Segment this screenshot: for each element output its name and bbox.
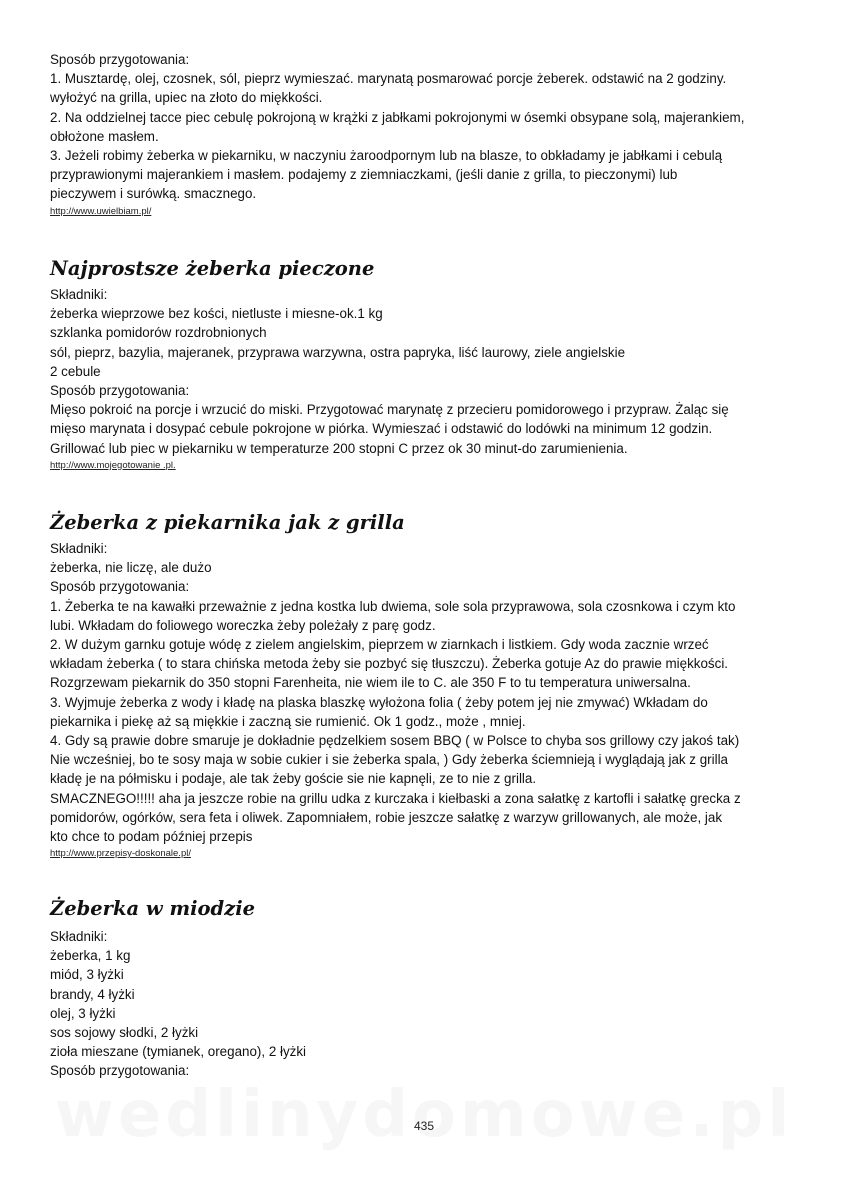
text-line: pieczywem i surówką. smacznego. xyxy=(50,186,257,202)
page-number: 435 xyxy=(413,1119,435,1133)
text-line: zioła mieszane (tymianek, oregano), 2 łyżki xyxy=(50,1044,307,1060)
watermark xyxy=(0,1078,848,1152)
source-link[interactable]: http://www.mojegotowanie .pl. xyxy=(50,459,176,471)
text-line: Sposób przygotowania: xyxy=(50,52,190,67)
text-line: 1. Musztardę, olej, czosnek, sól, pieprz wymieszać. marynatą posmarować porcje żeberek. odstawić na 2 godziny. xyxy=(50,71,727,87)
text-line: sos sojowy słodki, 2 łyżki xyxy=(50,1025,199,1041)
text-line: SMACZNEGO!!!!! aha ja jeszcze robie na grillu udka z kurczaka i kiełbaski a zona sałatkę z kartofli i sałatkę grecka z xyxy=(50,790,741,806)
text-line: Rozgrzewam piekarnik do 350 stopni Farenheita, nie wiem ile to C. ale 350 F to tu temperatura uniwersalna. xyxy=(50,675,691,691)
recipe-title: Najprostsze żeberka pieczone xyxy=(50,257,375,280)
text-line: Grillować lub piec w piekarniku w temperaturze 200 stopni C przez ok 30 minut-do zarumienienia. xyxy=(50,440,628,456)
section-2-body xyxy=(50,285,729,472)
text-line: mięso marynata i dosypać cebule pokrojone w piórka. Wymieszać i odstawić do lodówki na minimum 12 godzin. xyxy=(50,421,713,437)
section-1-body xyxy=(50,50,744,218)
text-line: Sposób przygotowania: xyxy=(50,383,190,399)
source-link[interactable]: http://www.przepisy-doskonale.pl/ xyxy=(50,848,191,860)
section-3-body xyxy=(50,539,741,860)
text-line: 3. Wyjmuje żeberka z wody i kładę na plaska blaszkę wyłożona folia ( żeby potem jej nie zmywać) Wkładam do xyxy=(50,694,708,710)
text-line: Składniki: xyxy=(50,541,108,556)
text-line: brandy, 4 łyżki xyxy=(50,986,135,1002)
text-line: 2. Na oddzielnej tacce piec cebulę pokrojoną w krążki z jabłkami pokrojonymi w ósemki obsypane solą, majerankiem, xyxy=(50,109,745,125)
text-line: Składniki: xyxy=(50,287,108,302)
text-line: żeberka wieprzowe bez kości, nietluste i miesne-ok.1 kg xyxy=(50,306,383,322)
text-line: olej, 3 łyżki xyxy=(50,1005,116,1021)
text-line: żeberka, 1 kg xyxy=(50,948,131,964)
recipe-title: Żeberka w miodzie xyxy=(50,897,256,920)
recipe-title: Żeberka z piekarnika jak z grilla xyxy=(50,511,405,534)
text-line: szklanka pomidorów rozdrobnionych xyxy=(50,325,267,341)
text-line: piekarnika i piekę aż są miękkie i zaczną sie rumienić. Ok 1 godz., może , mniej. xyxy=(50,713,526,729)
text-line: wkładam żeberka ( to stara chińska metoda żeby sie pozbyć się tłuszczu). Żeberka gotuje Az do prawie miękkości. xyxy=(50,656,729,672)
text-line: obłożone masłem. xyxy=(50,128,159,144)
text-line: przyprawionymi majerankiem i masłem. podajemy z ziemniaczkami, (jeśli danie z grilla, to pieczonymi) lub xyxy=(50,167,678,183)
text-line: Składniki: xyxy=(50,929,108,944)
text-line: 2 cebule xyxy=(50,363,101,379)
text-line: wyłożyć na grilla, upiec na złoto do miękkości. xyxy=(50,90,323,106)
text-line: Sposób przygotowania: xyxy=(50,1063,190,1079)
text-line: Mięso pokroić na porcje i wrzucić do miski. Przygotować marynatę z przecieru pomidorowego i przypraw. Żaląc się xyxy=(50,402,729,418)
text-line: 4. Gdy są prawie dobre smaruje je dokładnie pędzelkiem sosem BBQ ( w Polsce to chyba sos grillowy czy jakoś tak) xyxy=(50,733,740,749)
text-line: kładę je na półmisku i podaje, ale tak żeby goście sie nie kapnęli, ze to nie z grilla. xyxy=(50,771,537,787)
text-line: miód, 3 łyżki xyxy=(50,967,124,983)
text-line: sól, pieprz, bazylia, majeranek, przyprawa warzywna, ostra papryka, liść laurowy, ziele angielskie xyxy=(50,344,626,360)
section-4-body xyxy=(50,927,306,1081)
text-line: pomidorów, ogórków, sera feta i oliwek. Zapomniałem, robie jeszcze sałatkę z warzyw grillowanych, ale może, jak xyxy=(50,809,723,825)
source-link[interactable]: http://www.uwielbiam.pl/ xyxy=(50,205,152,217)
text-line: 3. Jeżeli robimy żeberka w piekarniku, w naczyniu żaroodpornym lub na blasze, to obkładamy je jabłkami i cebulą xyxy=(50,148,723,164)
text-line: żeberka, nie liczę, ale dużo xyxy=(50,560,212,576)
text-line: 2. W dużym garnku gotuje wódę z zielem angielskim, pieprzem w ziarnkach i listkiem. Gdy woda zacznie wrzeć xyxy=(50,637,709,653)
text-line: kto chce to podam później przepis xyxy=(50,829,253,845)
text-line: 1. Żeberka te na kawałki przeważnie z jedna kostka lub dwiema, sole sola przyprawowa, sola czosnkowa i czym kto xyxy=(50,598,736,614)
text-line: Sposób przygotowania: xyxy=(50,579,190,595)
text-line: lubi. Wkładam do foliowego woreczka żeby poleżały z parę godz. xyxy=(50,617,436,633)
text-line: Nie wcześniej, bo te sosy maja w sobie cukier i sie żeberka spala, ) Gdy żeberka ściemnieją i wyglądają jak z grilla xyxy=(50,752,729,768)
